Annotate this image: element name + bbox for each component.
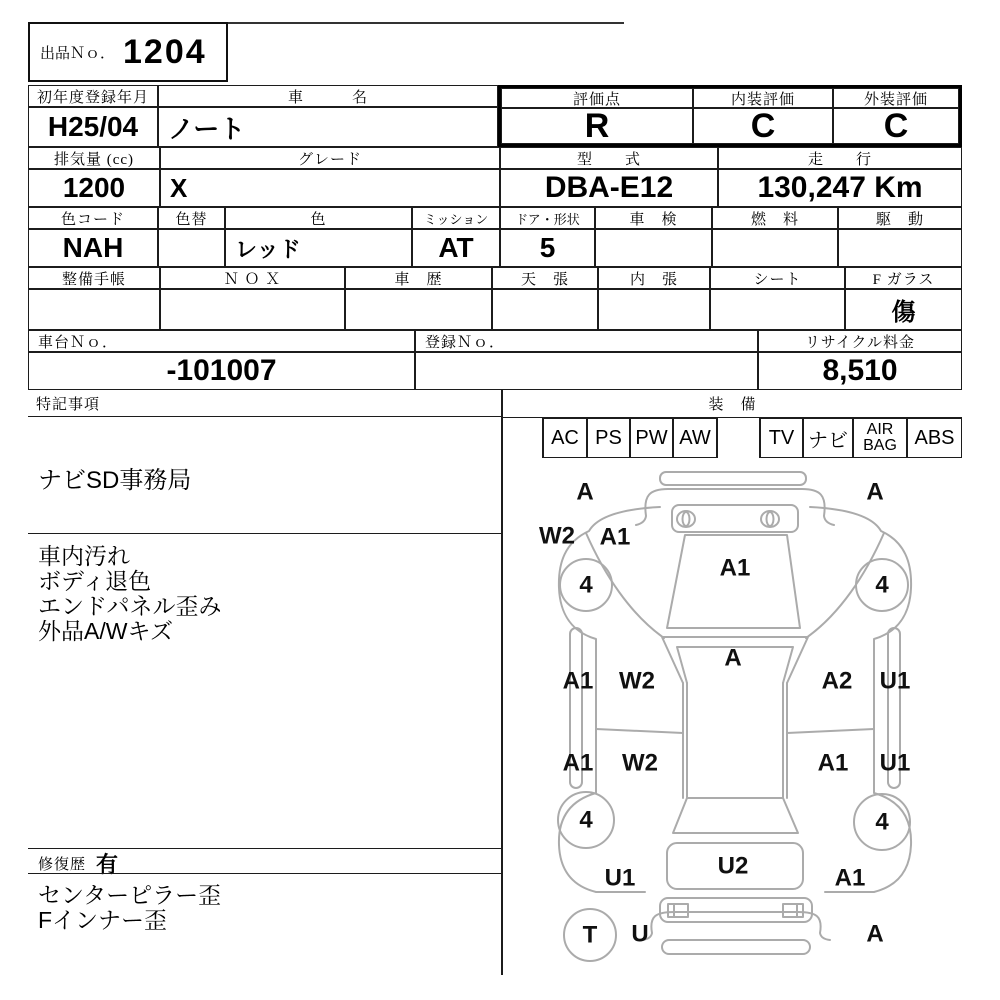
reg-date-label: 初年度登録年月 — [28, 85, 158, 107]
damage-code-label: A1 — [719, 554, 751, 582]
damage-code-label: U1 — [879, 749, 911, 777]
model-code-label: 型 式 — [500, 147, 718, 169]
mileage-label: 走 行 — [718, 147, 962, 169]
equipment-cell-ps: PS — [587, 418, 630, 458]
damage-code-label: A1 — [599, 523, 631, 551]
inspection-label: 車 検 — [595, 207, 712, 229]
fuel-value — [712, 229, 838, 267]
chassis-no-value: -101007 — [28, 352, 415, 390]
damage-code-label: A — [576, 478, 594, 506]
damage-code-label: U — [631, 920, 649, 948]
note-line: 外品A/Wキズ — [38, 618, 173, 644]
note-line: 車内汚れ — [38, 543, 130, 569]
score-value: R — [501, 108, 693, 144]
inspection-value — [595, 229, 712, 267]
equipment-cell-ac: AC — [543, 418, 587, 458]
nox-value — [160, 289, 345, 330]
history-value — [345, 289, 492, 330]
service-book-label: 整備手帳 — [28, 267, 160, 289]
front-glass-value: 傷 — [845, 289, 962, 330]
equipment-cell-abs: ABS — [907, 418, 962, 458]
reg-date-value: H25/04 — [28, 107, 158, 147]
damage-code-label: W2 — [539, 522, 575, 550]
exterior-grade-value: C — [833, 108, 959, 144]
equipment-cell-navi: ナビ — [803, 418, 853, 458]
equipment-cell-airbag: AIR BAG — [853, 418, 907, 458]
damage-code-label: U1 — [604, 864, 636, 892]
damage-code-label: U1 — [879, 667, 911, 695]
damage-code-label: A — [866, 478, 884, 506]
note-line: エンドパネル歪み — [38, 593, 222, 619]
auction-sheet — [28, 22, 962, 975]
drive-label: 駆 動 — [838, 207, 962, 229]
note-line: ボディ退色 — [38, 568, 152, 594]
equipment-cell-pw: PW — [630, 418, 673, 458]
car-damage-diagram — [502, 462, 962, 975]
notes-divider — [28, 533, 501, 534]
damage-code-label: A2 — [821, 667, 853, 695]
auction-number-value: 1204 — [123, 32, 207, 71]
headliner-label: 天 張 — [492, 267, 598, 289]
damage-code-label: A1 — [562, 749, 594, 777]
repair-detail-line: Fインナー歪 — [38, 907, 168, 933]
service-book-value — [28, 289, 160, 330]
damage-code-label: A — [724, 644, 742, 672]
special-notes-label: 特記事項 — [28, 390, 501, 417]
color-label: 色 — [225, 207, 412, 229]
notes-divider — [28, 873, 501, 874]
auction-number-label: 出品Ｎｏ． — [40, 45, 116, 62]
lining-label: 内 張 — [598, 267, 710, 289]
equipment-cell-aw: AW — [673, 418, 717, 458]
repair-detail-line: センターピラー歪 — [38, 882, 222, 908]
damage-code-label: W2 — [619, 667, 655, 695]
lining-value — [598, 289, 710, 330]
damage-code-label: U2 — [717, 852, 749, 880]
seat-value — [710, 289, 845, 330]
damage-code-label: 4 — [875, 808, 889, 836]
color-code-value: NAH — [28, 229, 158, 267]
transmission-label: ミッション — [412, 207, 500, 229]
equipment-cell-empty — [717, 418, 760, 458]
color-code-label: 色コード — [28, 207, 158, 229]
front-glass-label: F ガラス — [845, 267, 962, 289]
doors-label: ドア・形状 — [500, 207, 595, 229]
registration-no-label: 登録Ｎｏ． — [415, 330, 758, 352]
doors-value: 5 — [500, 229, 595, 267]
equipment-header: 装 備 — [503, 390, 962, 418]
history-label: 車 歴 — [345, 267, 492, 289]
note-line: ナビSD事務局 — [38, 467, 192, 494]
auction-number-box — [28, 22, 228, 82]
repair-history-label: 修復歴 — [38, 857, 87, 873]
damage-code-label: A — [866, 920, 884, 948]
equipment-cell-tv: TV — [760, 418, 803, 458]
damage-code-label: 4 — [579, 571, 593, 599]
registration-no-value — [415, 352, 758, 390]
car-name-label: 車 名 — [158, 85, 498, 107]
grade-label: グレード — [160, 147, 500, 169]
color-change-value — [158, 229, 225, 267]
damage-code-label: A1 — [562, 667, 594, 695]
damage-code-label: 4 — [579, 806, 593, 834]
damage-code-label: 4 — [875, 571, 889, 599]
mileage-value: 130,247 Km — [718, 169, 962, 207]
exterior-grade-label: 外装評価 — [833, 88, 959, 108]
recycle-fee-label: リサイクル料金 — [758, 330, 962, 352]
damage-code-label: A1 — [834, 864, 866, 892]
recycle-fee-value: 8,510 — [758, 352, 962, 390]
damage-code-label: W2 — [622, 749, 658, 777]
fuel-label: 燃 料 — [712, 207, 838, 229]
car-name-value: ノート — [158, 107, 498, 147]
seat-label: シート — [710, 267, 845, 289]
chassis-no-label: 車台Ｎｏ． — [28, 330, 415, 352]
grade-value: X — [160, 169, 500, 207]
repair-history-value: 有 — [96, 852, 119, 877]
damage-code-label: T — [582, 921, 598, 949]
displacement-label: 排気量 (cc) — [28, 147, 160, 169]
interior-grade-label: 内装評価 — [693, 88, 833, 108]
color-change-label: 色替 — [158, 207, 225, 229]
drive-value — [838, 229, 962, 267]
special-notes-section — [28, 390, 502, 975]
color-value: レッド — [225, 229, 412, 267]
score-label: 評価点 — [501, 88, 693, 108]
interior-grade-value: C — [693, 108, 833, 144]
model-code-value: DBA-E12 — [500, 169, 718, 207]
headliner-value — [492, 289, 598, 330]
equipment-cell-empty — [502, 418, 543, 458]
transmission-value: AT — [412, 229, 500, 267]
top-border-line — [228, 22, 624, 24]
evaluation-box — [498, 85, 962, 147]
displacement-value: 1200 — [28, 169, 160, 207]
damage-code-label: A1 — [817, 749, 849, 777]
nox-label: Ｎ Ｏ Ｘ — [160, 267, 345, 289]
